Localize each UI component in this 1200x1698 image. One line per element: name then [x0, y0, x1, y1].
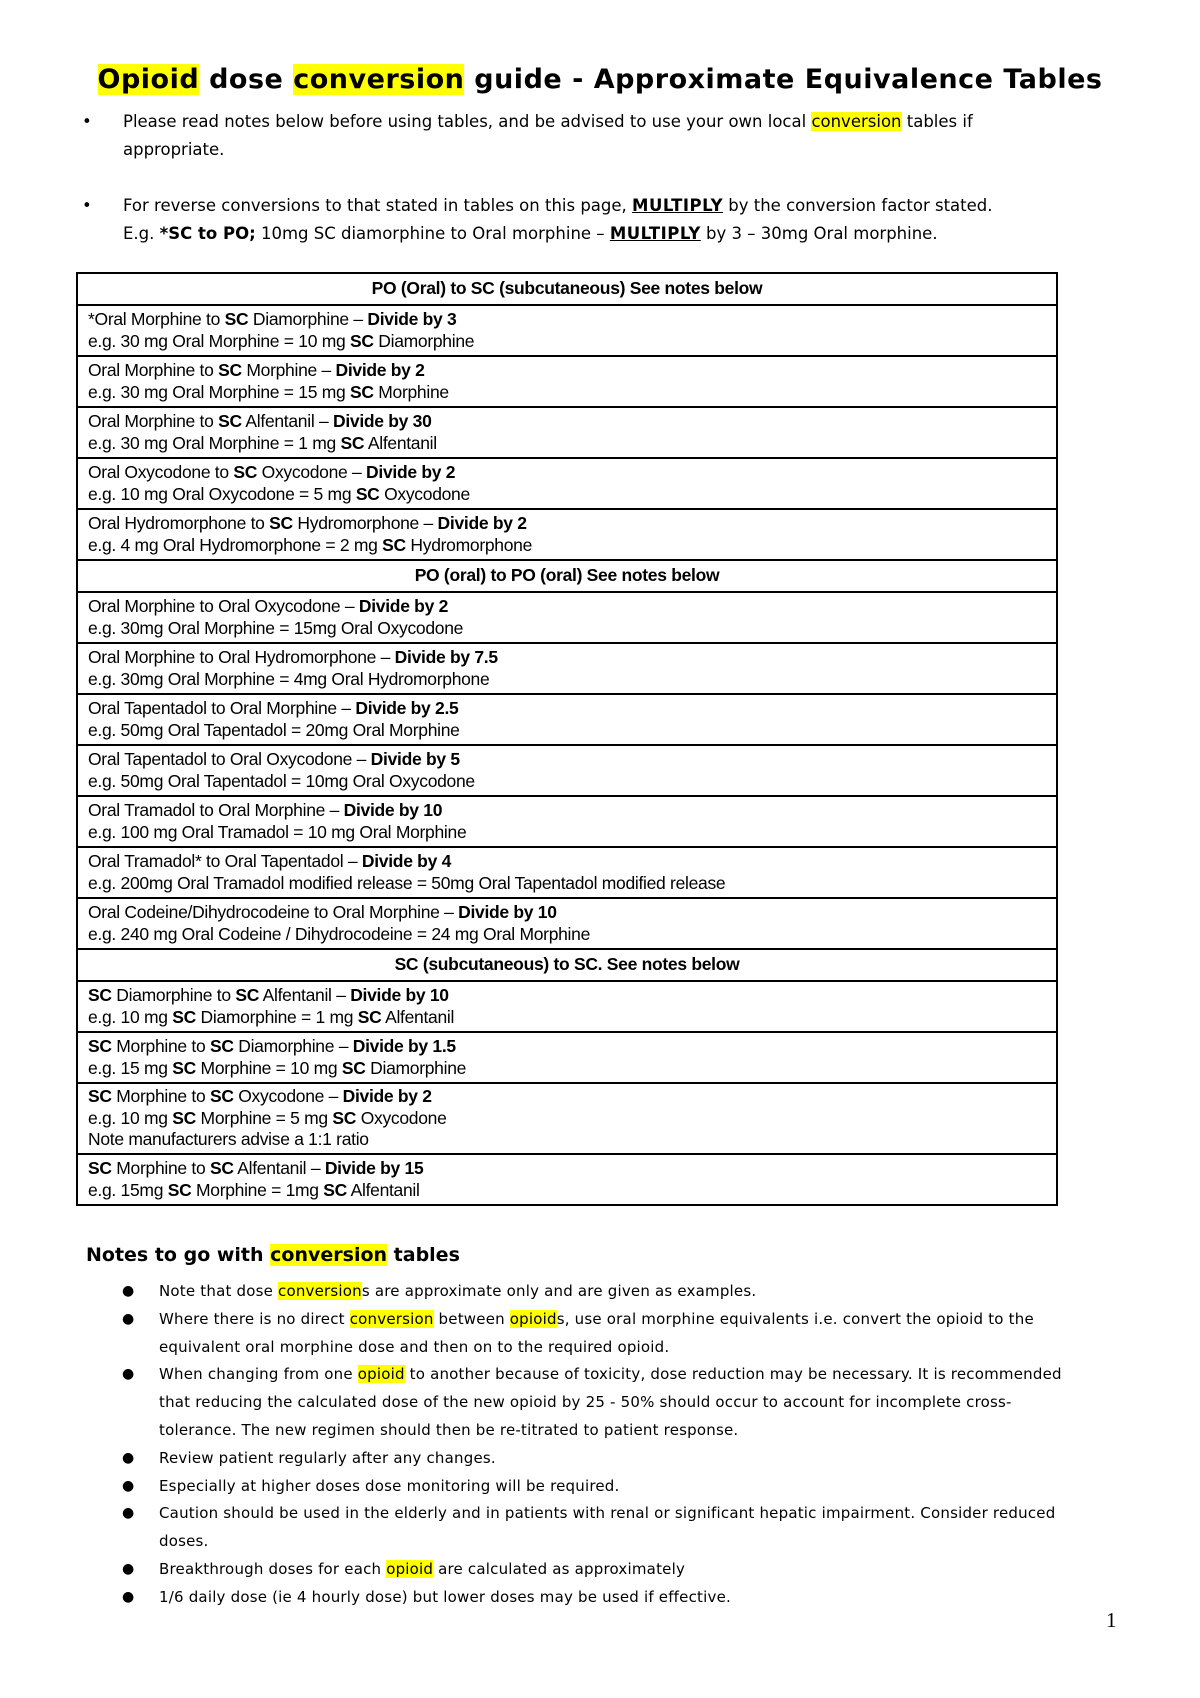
table-row: Oral Hydromorphone to SC Hydromorphone – Divide by 2 e.g. 4 mg Oral Hydromorphone = 2 mg SC Hydromorphone — [77, 509, 1057, 560]
table-section-header: PO (Oral) to SC (subcutaneous) See notes below — [77, 273, 1057, 305]
table-row: Oral Oxycodone to SC Oxycodone – Divide by 2 e.g. 10 mg Oral Oxycodone = 5 mg SC Oxycodone — [77, 458, 1057, 509]
intro-bullet-1: • Please read notes below before using tables, and be advised to use your own local conversion tables if appropriate. — [78, 108, 1128, 164]
list-item: ● Note that dose conversions are approximate only and are given as examples. — [122, 1278, 1122, 1306]
conversion-table — [76, 272, 1058, 1206]
bullet-dot-icon: ● — [122, 1477, 135, 1494]
table-row: *Oral Morphine to SC Diamorphine – Divide by 3 e.g. 30 mg Oral Morphine = 10 mg SC Diamorphine — [77, 305, 1057, 356]
page-number: 1 — [1106, 1608, 1117, 1632]
table-row: SC Morphine to SC Diamorphine – Divide by 1.5 e.g. 15 mg SC Morphine = 10 mg SC Diamorphine — [77, 1032, 1057, 1083]
table-row: Oral Morphine to SC Morphine – Divide by 2 e.g. 30 mg Oral Morphine = 15 mg SC Morphine — [77, 356, 1057, 407]
table-row: Oral Tramadol to Oral Morphine – Divide by 10 e.g. 100 mg Oral Tramadol = 10 mg Oral Morphine — [77, 796, 1057, 847]
list-item: ● When changing from one opioid to another because of toxicity, dose reduction may be necessary. It is recommended that reducing the calculated dose of the new opioid by 25 - 50% should occur to account for incomplete cross- tolerance. The new regimen should then be re-titrated to patient response. — [122, 1361, 1122, 1444]
notes-list — [122, 1278, 1122, 1612]
table-row: Oral Morphine to Oral Hydromorphone – Divide by 7.5 e.g. 30mg Oral Morphine = 4mg Oral Hydromorphone — [77, 643, 1057, 694]
list-item: ● Review patient regularly after any changes. — [122, 1445, 1122, 1473]
table-row: Oral Morphine to SC Alfentanil – Divide by 30 e.g. 30 mg Oral Morphine = 1 mg SC Alfentanil — [77, 407, 1057, 458]
intro-bullets — [78, 108, 1128, 248]
page-title: Opioid dose conversion guide - Approximate Equivalence Tables — [97, 64, 1103, 95]
title-highlight-opioid: Opioid — [97, 64, 200, 95]
title-highlight-conversion: conversion — [293, 64, 465, 95]
intro-bullet-2: • For reverse conversions to that stated in tables on this page, MULTIPLY by the conversion factor stated. E.g. *SC to PO; 10mg SC diamorphine to Oral morphine – MULTIPLY by 3 – 30mg Oral morphine. — [78, 192, 1128, 248]
bullet-dot-icon: • — [82, 112, 92, 131]
bullet-dot-icon: ● — [122, 1366, 135, 1383]
table-row: Oral Codeine/Dihydrocodeine to Oral Morphine – Divide by 10 e.g. 240 mg Oral Codeine / Dihydrocodeine = 24 mg Oral Morphine — [77, 898, 1057, 949]
table-row: Oral Morphine to Oral Oxycodone – Divide by 2 e.g. 30mg Oral Morphine = 15mg Oral Oxycodone — [77, 592, 1057, 643]
list-item: ● Where there is no direct conversion between opioids, use oral morphine equivalents i.e. convert the opioid to the equivalent oral morphine dose and then on to the required opioid. — [122, 1306, 1122, 1362]
table-row: SC Morphine to SC Oxycodone – Divide by 2 e.g. 10 mg SC Morphine = 5 mg SC Oxycodone Note manufacturers advise a 1:1 ratio — [77, 1083, 1057, 1154]
table-section-header: PO (oral) to PO (oral) See notes below — [77, 560, 1057, 592]
bullet-dot-icon: ● — [122, 1283, 135, 1299]
bullet-dot-icon: • — [82, 196, 92, 215]
table-section-header: SC (subcutaneous) to SC. See notes below — [77, 949, 1057, 981]
table-row: SC Morphine to SC Alfentanil – Divide by 15 e.g. 15mg SC Morphine = 1mg SC Alfentanil — [77, 1154, 1057, 1205]
bullet-dot-icon: ● — [122, 1310, 135, 1327]
bullet-dot-icon: ● — [122, 1588, 135, 1605]
table-row: SC Diamorphine to SC Alfentanil – Divide by 10 e.g. 10 mg SC Diamorphine = 1 mg SC Alfentanil — [77, 981, 1057, 1032]
table-row: Oral Tapentadol to Oral Oxycodone – Divide by 5 e.g. 50mg Oral Tapentadol = 10mg Oral Oxycodone — [77, 745, 1057, 796]
table-row: Oral Tramadol* to Oral Tapentadol – Divide by 4 e.g. 200mg Oral Tramadol modified release = 50mg Oral Tapentadol modified release — [77, 847, 1057, 898]
list-item: ● 1/6 daily dose (ie 4 hourly dose) but lower doses may be used if effective. — [122, 1584, 1122, 1612]
bullet-dot-icon: ● — [122, 1560, 135, 1577]
table-row: Oral Tapentadol to Oral Morphine – Divide by 2.5 e.g. 50mg Oral Tapentadol = 20mg Oral Morphine — [77, 694, 1057, 745]
notes-heading: Notes to go with conversion tables — [86, 1244, 460, 1266]
bullet-dot-icon: ● — [122, 1449, 135, 1466]
list-item: ● Caution should be used in the elderly and in patients with renal or significant hepatic impairment. Consider reduced doses. — [122, 1500, 1122, 1556]
list-item: ● Breakthrough doses for each opioid are calculated as approximately — [122, 1556, 1122, 1584]
bullet-dot-icon: ● — [122, 1505, 135, 1522]
list-item: ● Especially at higher doses dose monitoring will be required. — [122, 1473, 1122, 1501]
